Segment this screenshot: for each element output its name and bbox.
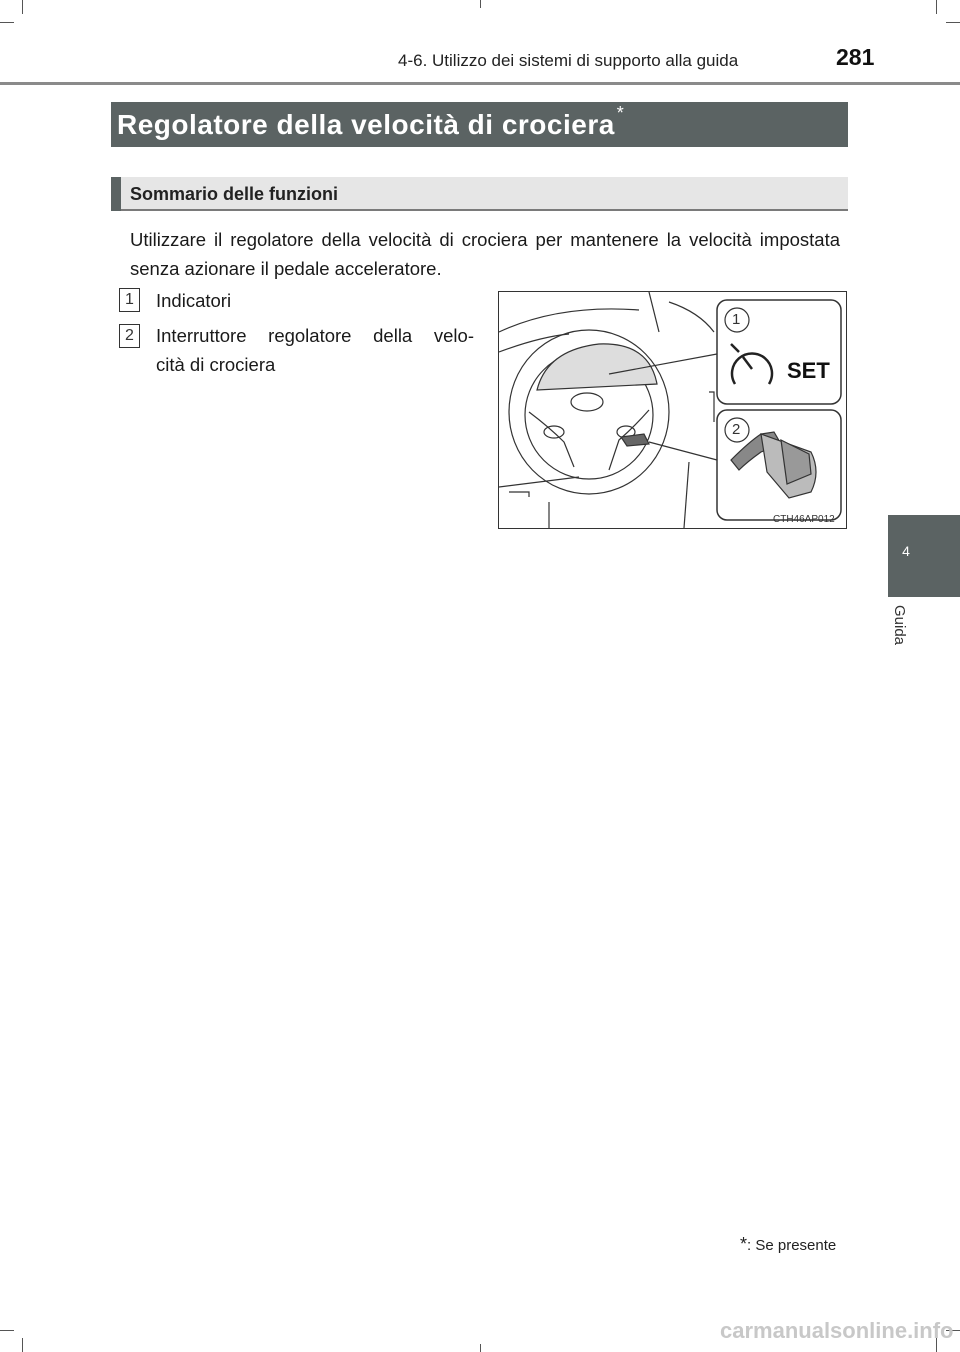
item-number-1: 1 — [119, 288, 140, 312]
crop-mark — [480, 1344, 481, 1352]
footnote — [740, 1234, 836, 1255]
header-rule — [0, 82, 960, 85]
subheading-accent — [111, 177, 121, 211]
asterisk-icon: * — [740, 1234, 748, 1254]
item-number-2: 2 — [119, 324, 140, 348]
callout-number-1: 1 — [732, 311, 741, 328]
crop-mark — [936, 0, 937, 14]
set-label: SET — [787, 358, 830, 383]
running-header: 4-6. Utilizzo dei sistemi di supporto alla guida — [398, 51, 739, 70]
crop-mark — [480, 0, 481, 8]
footnote-text: : Se presente — [747, 1237, 837, 1254]
dashboard-illustration — [499, 292, 846, 528]
watermark: carmanualsonline.info — [720, 1318, 954, 1343]
chapter-tab — [888, 515, 960, 597]
crop-mark — [22, 0, 23, 14]
crop-mark — [22, 1338, 23, 1352]
chapter-number: 4 — [902, 543, 910, 559]
crop-mark — [0, 1330, 14, 1331]
intro-paragraph: Utilizzare il regolatore della velocità di crociera per mantenere la velocità impostata senza azionare il pedale acceleratore. — [130, 229, 840, 279]
asterisk-icon: * — [616, 103, 625, 123]
page-number: 281 — [836, 44, 875, 70]
item-label-indicatori: Indicatori — [156, 290, 232, 311]
crop-mark — [0, 22, 14, 23]
callout-number-2: 2 — [732, 421, 741, 438]
page-title — [117, 103, 625, 141]
figure-cruise-control — [498, 291, 847, 529]
crop-mark — [946, 22, 960, 23]
subheading: Sommario delle funzioni — [130, 184, 339, 204]
item-label-interruttore-cont: cità di crociera — [156, 354, 276, 375]
chapter-label: Guida — [891, 605, 908, 646]
figure-code: CTH46AP012 — [773, 514, 835, 525]
title-text: Regolatore della velocità di crociera — [117, 109, 615, 140]
item-label-interruttore: Interruttore regolatore della velo- — [156, 325, 474, 346]
